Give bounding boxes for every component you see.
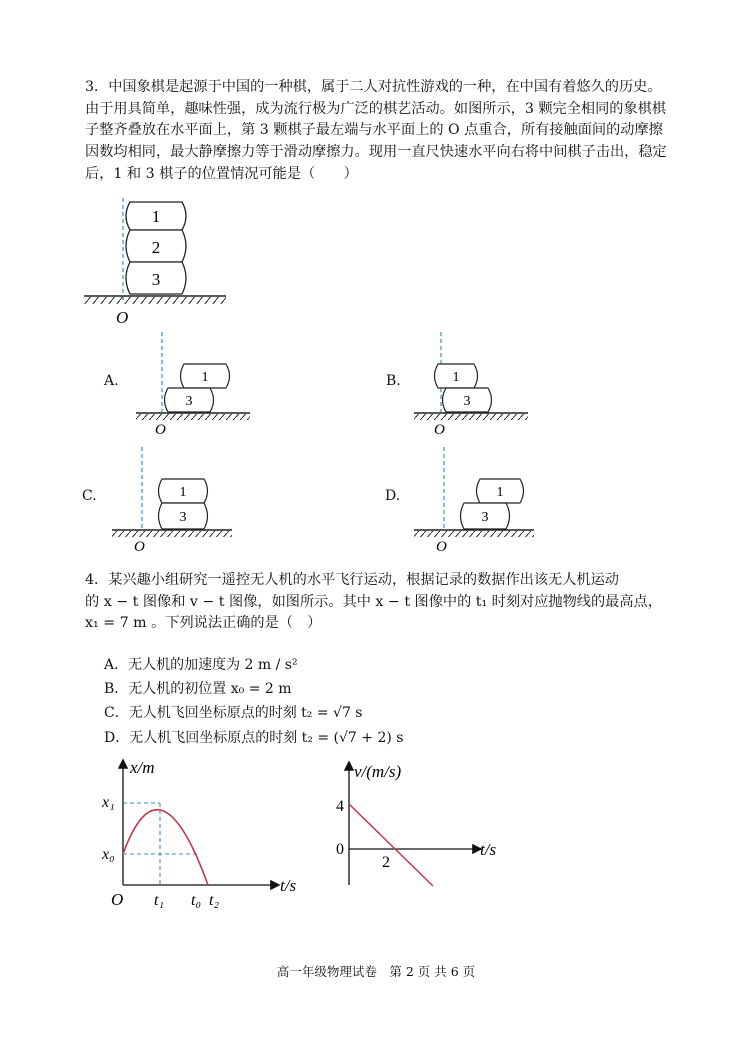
vt-ytick-0: 0 bbox=[336, 841, 344, 858]
question-4-text bbox=[85, 570, 670, 635]
option-b-top-label: 1 bbox=[452, 370, 460, 385]
xt-parabola bbox=[123, 810, 208, 885]
piece-1-label: 1 bbox=[151, 207, 161, 226]
option-a-top-label: 1 bbox=[201, 370, 209, 385]
origin-label: O bbox=[116, 308, 129, 327]
option-d-letter: D. bbox=[385, 488, 401, 504]
option-c-origin: O bbox=[134, 539, 145, 555]
option-b-figure bbox=[408, 330, 538, 440]
vt-xlabel: t/s bbox=[480, 840, 497, 859]
q4-line-3: x₁ = 7 m 。下列说法正确的是（ ） bbox=[85, 615, 322, 632]
xt-ytick-x1: x₁ bbox=[102, 794, 115, 811]
option-a-bottom-label: 3 bbox=[185, 394, 193, 409]
q4-line-2: 的 x − t 图像和 v − t 图像，如图所示。其中 x − t 图像中的 t₁ 时刻对应抛物线的最高点， bbox=[85, 593, 662, 610]
option-a-figure bbox=[130, 330, 260, 440]
option-c-bottom-label: 3 bbox=[179, 510, 187, 525]
question-3-text: 3．中国象棋是起源于中国的一种棋，属于二人对抗性游戏的一种，在中国有着悠久的历史。由于用具简单，趣味性强，成为流行极为广泛的棋艺活动。如图所示，3 颗完全相同的象棋棋子整齐叠放在水平面上，第 3 颗棋子最左端与水平面上的 O 点重合，所有接触面间的动摩擦因数均相同，最大静摩擦力等于滑动摩擦力。现用一直尺快速水平向右将中间棋子击出，稳定后，1 和 3 棋子的位置情况可能是（ ） bbox=[85, 79, 667, 182]
option-d-figure bbox=[410, 445, 540, 555]
xt-xlabel: t/s bbox=[280, 876, 297, 895]
q4-option-b: B．无人机的初位置 x₀ = 2 m bbox=[104, 681, 292, 697]
q4-option-d: D．无人机飞回坐标原点的时刻 t₂ = (√7 + 2) s bbox=[104, 730, 404, 746]
xt-xtick-t0: t₀ bbox=[191, 892, 202, 909]
option-c-letter: C. bbox=[82, 488, 97, 504]
option-c-top-label: 1 bbox=[179, 485, 187, 500]
q4-line-1: 4．某兴趣小组研究一遥控无人机的水平飞行运动，根据记录的数据作出该无人机运动 bbox=[85, 572, 619, 588]
q3-main-figure bbox=[80, 190, 240, 330]
option-d-bottom-label: 3 bbox=[481, 510, 489, 525]
vt-ytick-4: 4 bbox=[336, 798, 344, 815]
vt-line bbox=[349, 804, 433, 886]
page-footer: 高一年级物理试卷 第 2 页 共 6 页 bbox=[276, 964, 476, 979]
xt-xtick-t2: t₂ bbox=[209, 892, 220, 909]
piece-3-label: 3 bbox=[151, 270, 161, 289]
option-c-figure bbox=[108, 445, 238, 555]
xt-xtick-t1: t₁ bbox=[154, 892, 165, 909]
vt-xtick-2: 2 bbox=[382, 854, 390, 871]
q4-option-c: C．无人机飞回坐标原点的时刻 t₂ = √7 s bbox=[104, 705, 363, 721]
option-a-letter: A. bbox=[104, 373, 119, 389]
option-d-top-label: 1 bbox=[496, 485, 504, 500]
option-b-letter: B. bbox=[386, 373, 401, 389]
option-b-bottom-label: 3 bbox=[463, 394, 471, 409]
vt-graph bbox=[330, 755, 520, 895]
xt-origin: O bbox=[111, 890, 124, 909]
piece-2-label: 2 bbox=[151, 238, 161, 257]
vt-ylabel: v/(m/s) bbox=[354, 762, 402, 781]
option-a-origin: O bbox=[155, 422, 166, 438]
option-d-origin: O bbox=[436, 539, 447, 555]
xt-ylabel: x/m bbox=[130, 758, 155, 777]
q4-option-a: A．无人机的加速度为 2 m / s² bbox=[104, 657, 298, 673]
xt-graph bbox=[98, 755, 308, 915]
option-b-origin: O bbox=[434, 422, 445, 438]
xt-ytick-x0: x₀ bbox=[102, 846, 115, 863]
